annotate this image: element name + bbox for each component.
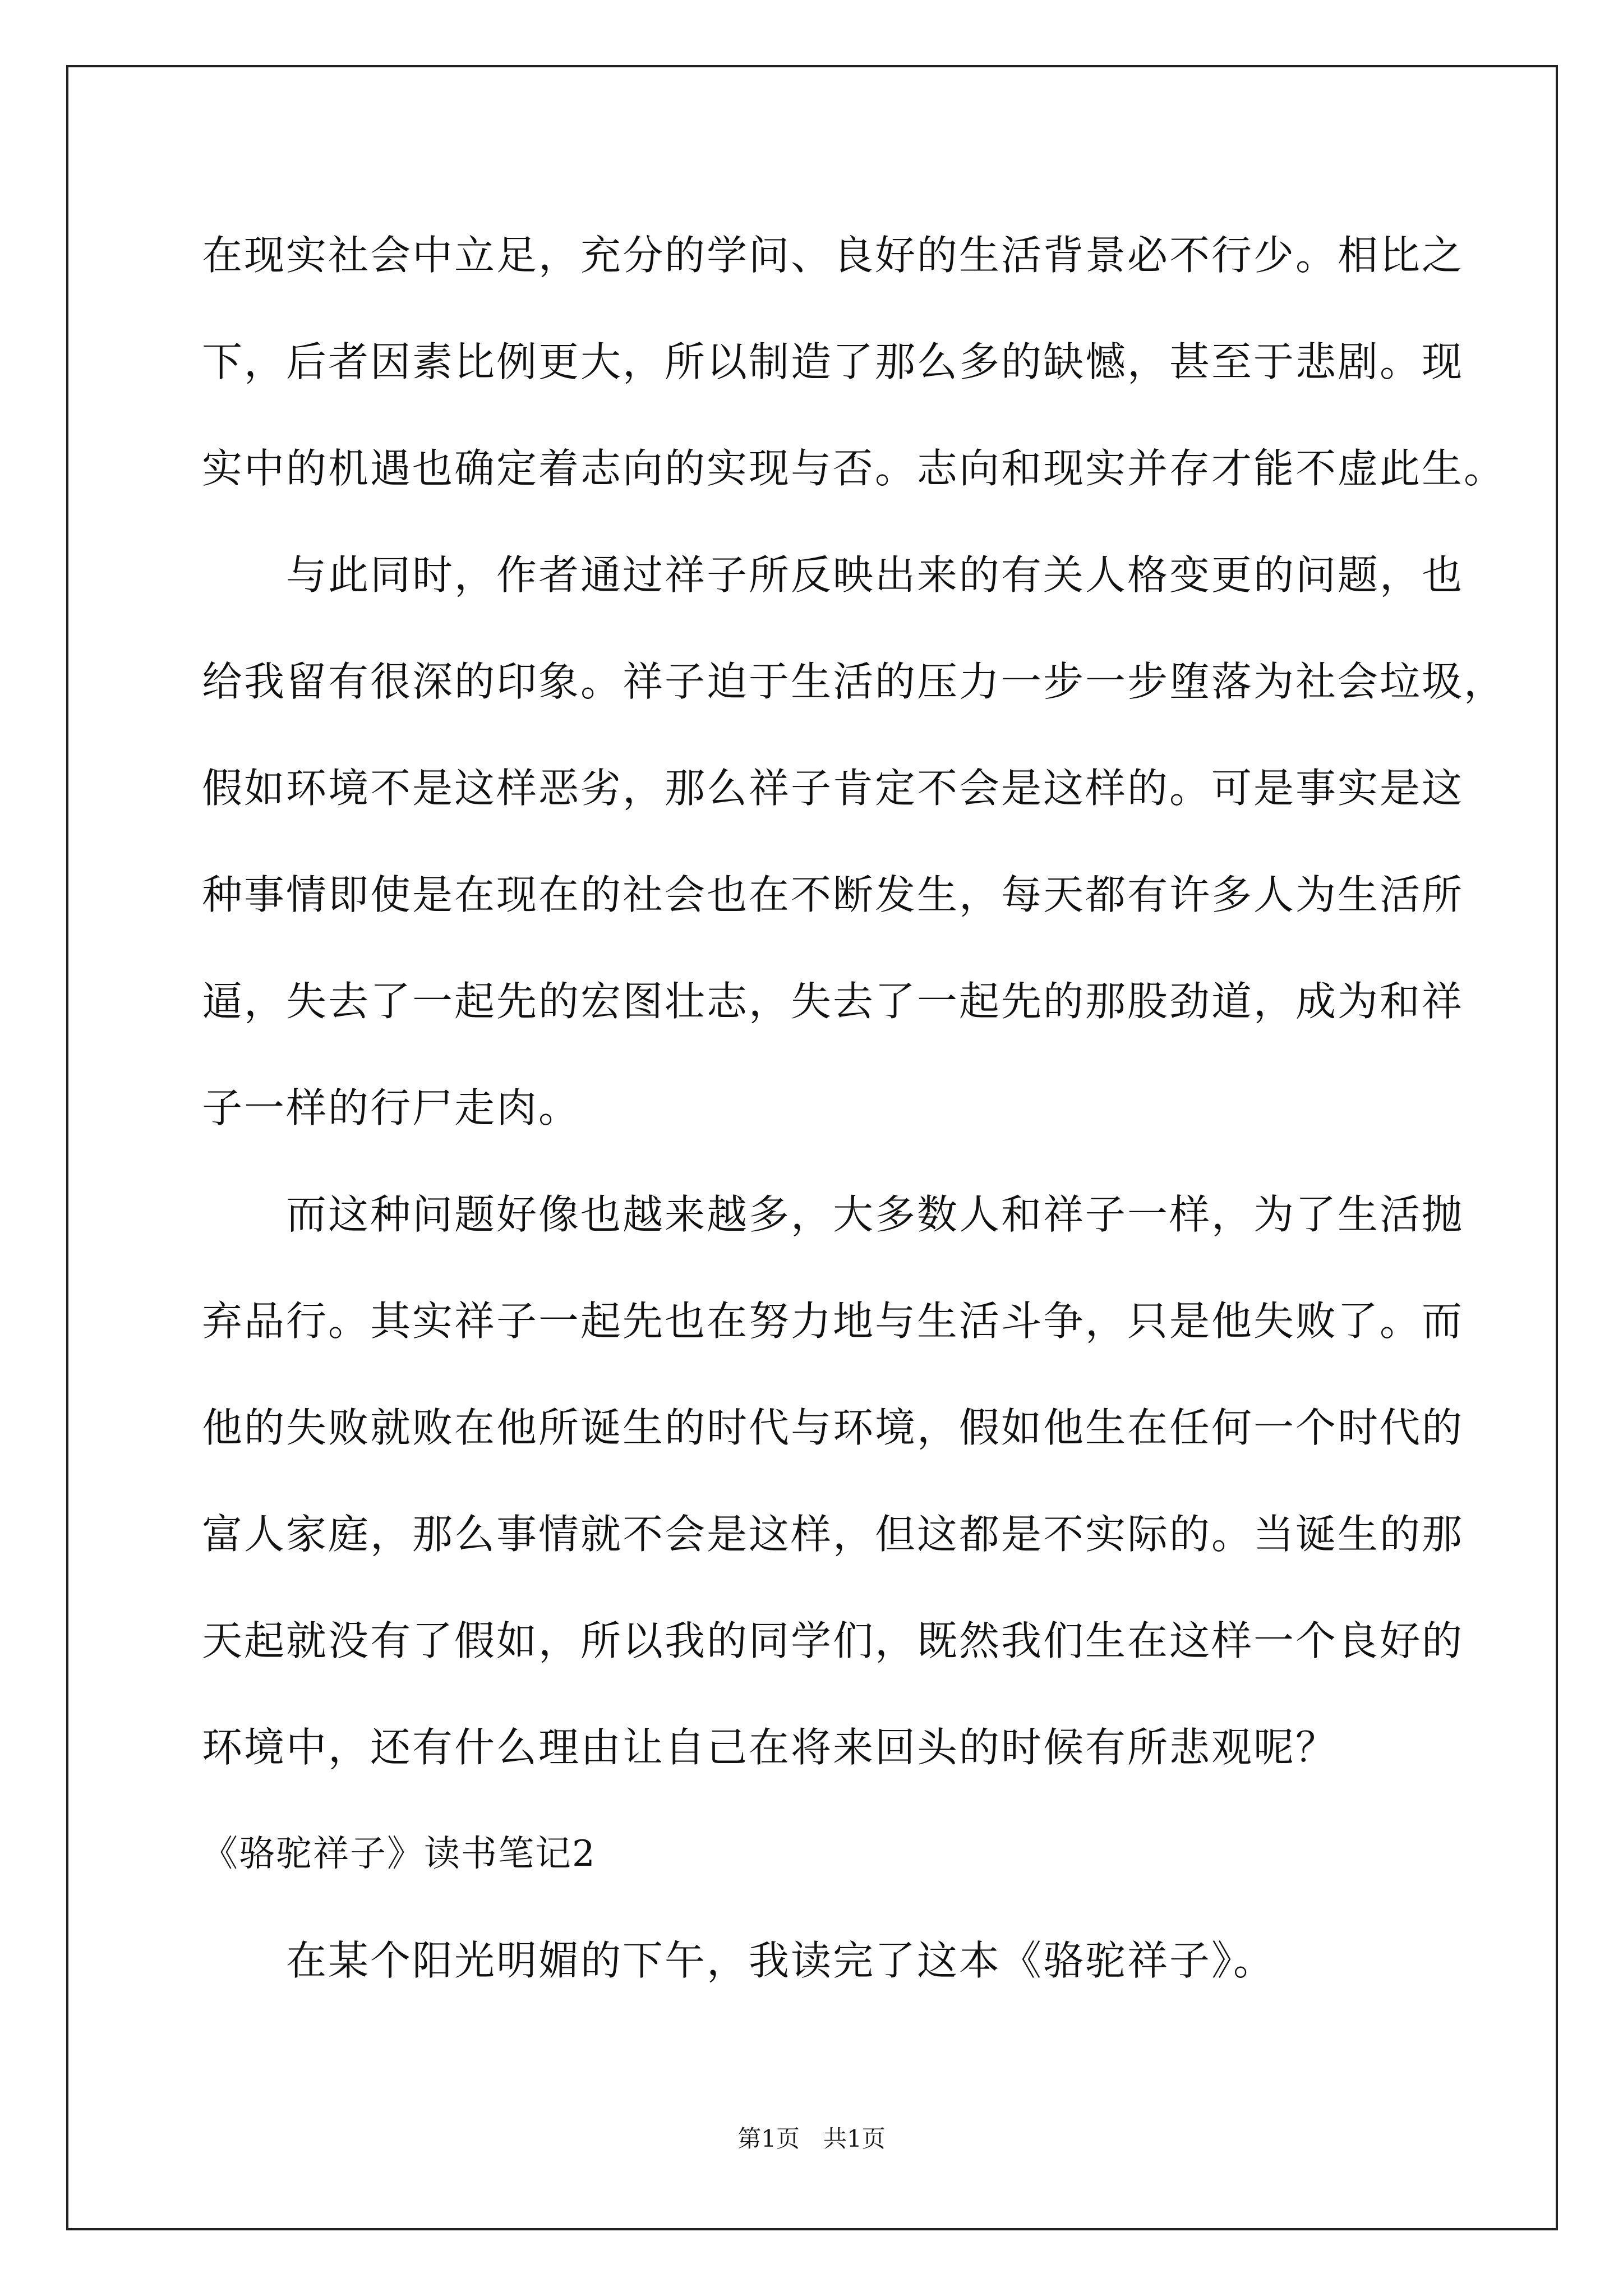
- text-line: 假如环境不是这样恶劣，那么祥子肯定不会是这样的。可是事实是这: [202, 765, 1464, 812]
- document-body: [202, 202, 1506, 2014]
- text-line: 而这种问题好像也越来越多，大多数人和祥子一样，为了生活抛: [286, 1191, 1464, 1238]
- text-line: 子一样的行尸走肉。: [202, 1084, 581, 1131]
- paragraph-1: [202, 202, 1506, 522]
- text-line: 实中的机遇也确定着志向的实现与否。志向和现实并存才能不虚此生。: [202, 445, 1506, 492]
- text-line: 环境中，还有什么理由让自己在将来回头的时候有所悲观呢？: [202, 1724, 1338, 1771]
- page-number: 第1页: [737, 2125, 800, 2152]
- section-heading: 《骆驼祥子》读书笔记2: [202, 1833, 596, 1875]
- text-line: 逼，失去了一起先的宏图壮志，失去了一起先的那股劲道，成为和祥: [202, 978, 1464, 1025]
- text-line: 给我留有很深的印象。祥子迫于生活的压力一步一步堕落为社会垃圾，: [202, 658, 1506, 705]
- text-line: 天起就没有了假如，所以我的同学们，既然我们生在这样一个良好的: [202, 1617, 1464, 1664]
- page-footer: [0, 2120, 1623, 2154]
- text-line: 他的失败就败在他所诞生的时代与环境，假如他生在任何一个时代的: [202, 1404, 1464, 1451]
- text-line: 种事情即使是在现在的社会也在不断发生，每天都有许多人为生活所: [202, 871, 1464, 918]
- text-line: 下，后者因素比例更大，所以制造了那么多的缺憾，甚至于悲剧。现: [202, 338, 1464, 385]
- text-line: 在现实社会中立足，充分的学问、良好的生活背景必不行少。相比之: [202, 232, 1464, 279]
- final-paragraph: 在某个阳光明媚的下午，我读完了这本《骆驼祥子》。: [286, 1937, 1276, 1984]
- text-line: 与此同时，作者通过祥子所反映出来的有关人格变更的问题，也: [286, 551, 1464, 599]
- text-line: 弃品行。其实祥子一起先也在努力地与生活斗争，只是他失败了。而: [202, 1297, 1464, 1345]
- paragraph-3: [202, 1161, 1464, 1801]
- page-total: 共1页: [823, 2125, 886, 2152]
- paragraph-2: [202, 522, 1506, 1161]
- text-line: 富人家庭，那么事情就不会是这样，但这都是不实际的。当诞生的那: [202, 1511, 1464, 1558]
